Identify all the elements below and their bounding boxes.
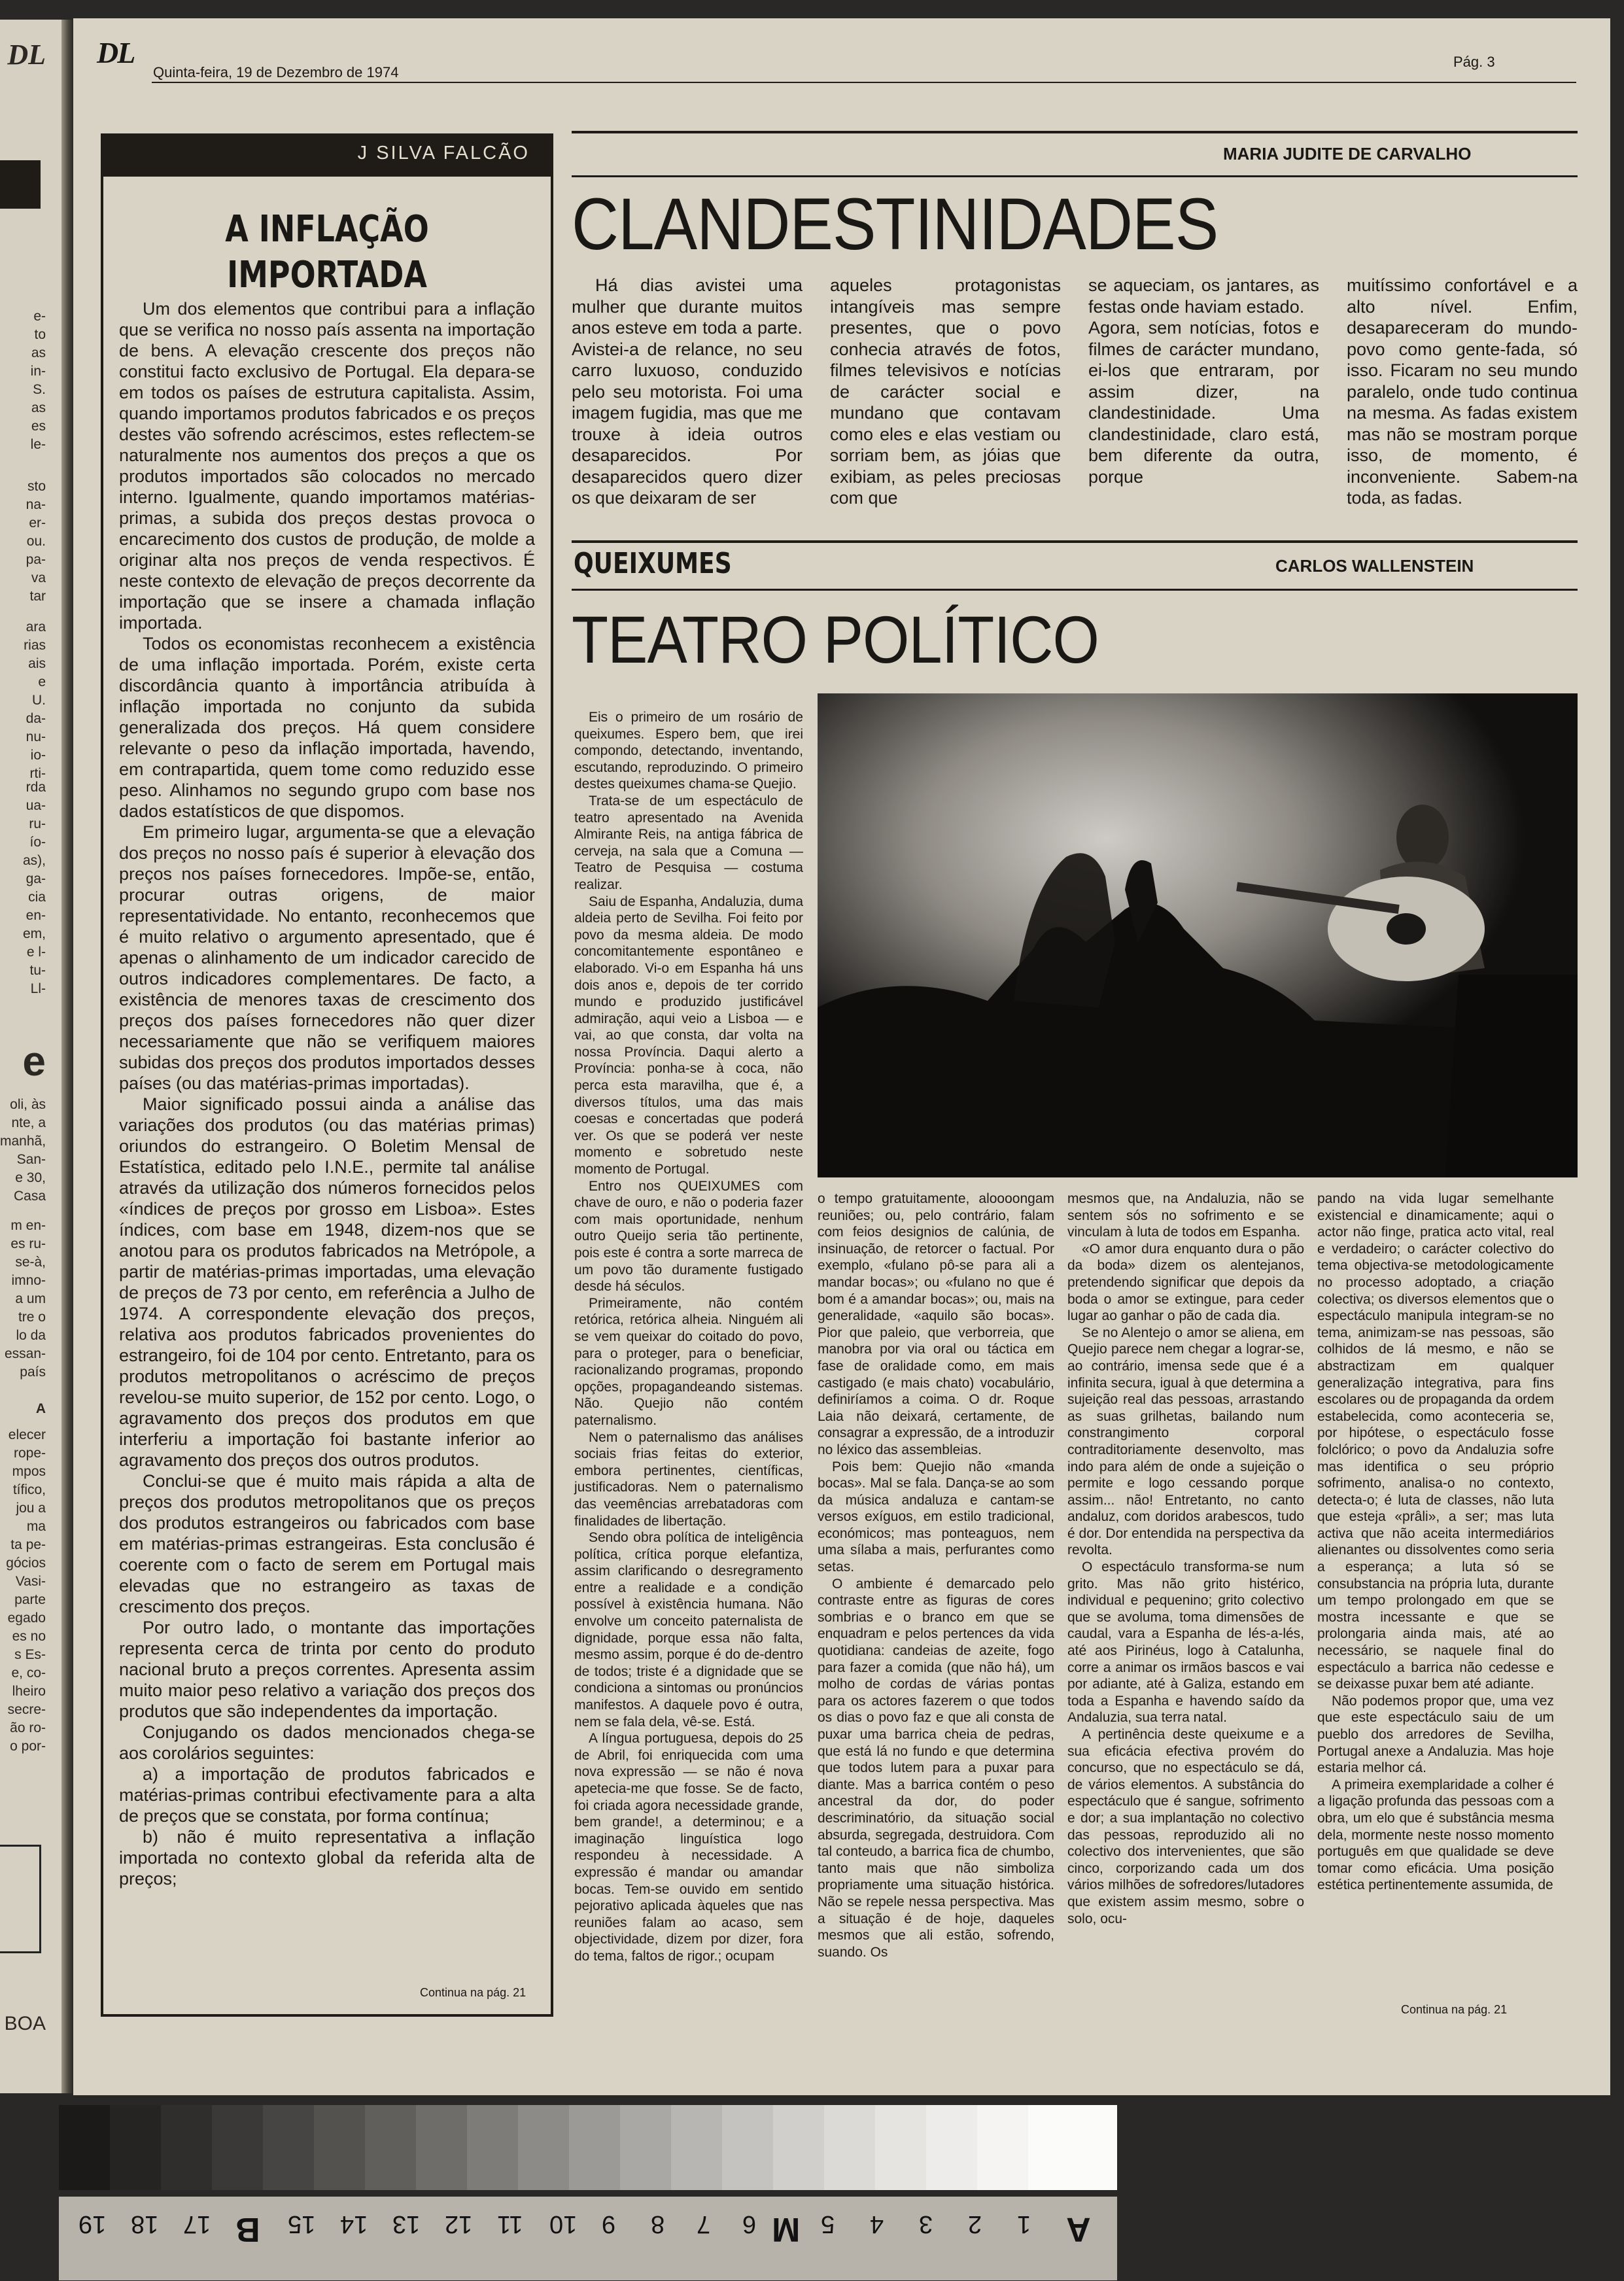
prev-page-logo: DL: [7, 39, 46, 71]
paragraph: o tempo gratuitamente, aloooongam reuniões; ou, pelo contrário, falam com feios designios de calúnia, de insinuação, de retorcer o factual. Por exemplo, «fulano pô-se para ali a mandar bocas»; ou «fulano no que é bom é a amandar bocas»; ou, mais na generalidade, «aquilo são bocas». Pior que paleio, que verborreia, que manobra por via oral ou táctica em fase de oralidade como, em mais castigado (e mais chato) vocabulário, definiríamos a coima. O dr. Roque Laia não deixará, certamente, de consagrar a expressão, de a introduzir no léxico das assembleias.: [818, 1191, 1054, 1457]
paragraph: Primeiramente, não contém retórica, retórica alheia. Ninguém ali se vem queixar do coitado do povo, para o proteger, para o beneficiar, racionalizando programas, propondo opções, propagandeando sistemas. Não. Quejio não contém paternalismo.: [574, 1295, 803, 1428]
article-body: [119, 298, 535, 1889]
author-name: J SILVA FALCÃO: [357, 143, 530, 164]
masthead-logo: DL: [97, 36, 135, 69]
scale-label: 6: [742, 2210, 757, 2238]
scale-label: B: [235, 2210, 260, 2248]
article-columns: [572, 275, 1578, 509]
article-title: [141, 207, 512, 298]
text-column: aqueles protagonistas intangíveis mas sempre presentes, que o povo conhecia através de fotos, filmes televisivos e notícias de carácter social e mundano que contavam como eles e elas vestiam ou sorriam bem, as jóias que exibiam, as peles preciosas com que: [830, 275, 1061, 508]
paragraph: «O amor dura enquanto dura o pão da boda» dizem os alentejanos, pretendendo significar que depois da boda o amor se extingue, para ceder lugar ao ganhar o pão de cada dia.: [1067, 1241, 1304, 1324]
page-gutter: [61, 20, 73, 2093]
prev-page-fragment: elecer rope- mpos tífico, jou a ma ta pe- gócios Vasi- parte egado es no s Es- e, co- lheiro secre- ão ro- o por-: [6, 1427, 46, 1754]
newspaper-page: [73, 18, 1610, 2095]
section-rule: [572, 175, 1578, 177]
prev-page-big-letter: e: [22, 1037, 46, 1085]
title-line: IMPORTADA: [227, 254, 427, 296]
header-rule: [152, 82, 1576, 83]
paragraph: Um dos elementos que contribui para a inflação que se verifica no nosso país assenta na importação de bens. A elevação crescente dos preços não constitui facto exclusivo de Portugal. Ela depara-se em todos os países de estrutura capitalista. Assim, quando importamos produtos fabricados e os preços destes vão sofrendo acréscimos, estes reflectem-se naturalmente nos aumentos dos preços a que os produtos importados são colocados no mercado interno. Igualmente, quando importamos matérias-primas, a subida dos preços destas provoca o encarecimento dos custos de produção, de molde a originar alta nos preços de venda respectivos. É neste contexto de elevação de preços decorrente da importação que se insere a chamada inflação importada.: [119, 299, 535, 633]
prev-page-fragment: sto na- er- ou. pa- va tar: [26, 479, 46, 604]
paragraph: Maior significado possui ainda a análise das variações dos produtos (ou das matérias primas) oriundos do estrangeiro. O Boletim Mensal de Estatística, editado pelo I.N.E., permite tal análise através da utilização dos números fornecidos pelos «índices de preços por grosso em Lisboa». Estes índices, com base em 1948, dizem-nos que se anotou para os produtos fabricados na Metrópole, a partir de matérias-primas importadas, uma elevação de preços de 73 por cento, em referência a Julho de 1974. A correspondente elevação dos preços, relativa aos produtos fabricados provenientes do estrangeiro, foi de 104 por cento. Entretanto, para os produtos metropolitanos o acréscimo de preços revelou-se muito superior, de 152 por cento. Logo, o agravamento dos preços dos produtos em que interferiu a importação foi bastante inferior ao agravamento dos preços dos outros produtos.: [119, 1094, 535, 1470]
scale-label: 19: [78, 2210, 107, 2238]
title-line: A INFLAÇÃO: [225, 208, 429, 251]
paragraph: Não podemos propor que, uma vez que este espectáculo saiu de um pueblo dos arredores de Sevilha, Portugal anexe a Andaluzia. Mas hoje estaria melhor cá.: [1317, 1693, 1554, 1776]
scale-label: 12: [445, 2210, 473, 2238]
paragraph: b) não é muito representativa a inflação importada no contexto global da referida alta de preços;: [119, 1827, 535, 1889]
prev-page-fragment: e- to as in- S. as es le-: [30, 309, 46, 452]
prev-page-black-bar: [0, 160, 41, 209]
stage-photo: [818, 693, 1578, 1177]
scale-label: 9: [602, 2210, 616, 2238]
prev-page-box: [0, 1845, 41, 1953]
scale-label: A: [1066, 2210, 1091, 2248]
photo-image: [818, 693, 1578, 1177]
continues-note: Continua na pág. 21: [420, 1986, 527, 1999]
text-column: se aqueciam, os jantares, as festas onde haviam estado. Agora, sem notícias, fotos e filmes de carácter mundano, ei-los que entraram, por assim dizer, na clandestinidade. Uma clandestinidade, claro está, bem diferente da outra, porque: [1088, 275, 1319, 487]
section-rule: [572, 589, 1578, 591]
gray-patch: [875, 2105, 926, 2190]
paragraph: Sendo obra política de inteligência política, crítica porque elefantiza, assim clarificando o desregramento entre a realidade e a condição possível à existência humana. Não envolve um conceito paternalista de dignidade, porque essa não falta, mesmo assim, porque é do de-dentro de todos; triste é a dignidade que se condiciona a sintomas ou pronúncios manifestos. A daquele povo é outra, nem se fala dela, vê-se. Está.: [574, 1530, 803, 1730]
scale-label: M: [772, 2210, 801, 2248]
gray-patch: [212, 2105, 263, 2190]
scale-label: 11: [497, 2210, 523, 2238]
gray-patch: [824, 2105, 875, 2190]
section-label: QUEIXUMES: [574, 547, 732, 580]
article-title: CLANDESTINIDADES: [572, 183, 1218, 265]
paragraph: Pois bem: Quejio não «manda bocas». Mal se fala. Dança-se ao som da música andaluza e cantam-se versos exíguos, em estilo tradicional, económicos; mas ponteaguos, nem uma sílaba a mais, perfurantes como setas.: [818, 1459, 1054, 1575]
gray-patch: [467, 2105, 518, 2190]
paragraph: Trata-se de um espectáculo de teatro apresentado na Avenida Almirante Reis, na antiga fábrica de cerveja, na sala que a Comuna — Teatro de Pesquisa — costuma realizar.: [574, 793, 803, 892]
text-column: [1317, 1191, 1554, 1894]
paragraph: Conclui-se que é muito mais rápida a alta de preços dos produtos metropolitanos que os preços dos produtos estrangeiros ou fabricados com base em matérias-primas estrangeiras. Esta conclusão é coerente com o facto de serem em Portugal mais elevadas que no estrangeiro as taxas de crescimento dos preços.: [119, 1471, 535, 1616]
text-column: [1067, 1191, 1304, 1927]
paragraph: pando na vida lugar semelhante existencial e dinamicamente; aqui o actor não finge, pratica acto vital, real e verdadeiro; o carácter colectivo do tema objectiva-se metodologicamente no processo adoptado, a criação colectiva; os diversos elementos que o espectáculo manipula integram-se no tema, animizam-se nas pessoas, são colhidos de lá mesmo, e não se abstractizam em qualquer generalização integrativa, para fins escolares ou de propaganda da ordem estabelecida, como aconteceria se, por hipótese, o espectáculo fosse folclórico; o povo da Andaluzia sofre mas identifica o seu próprio sofrimento, analisa-o no contexto, detecta-o; é luta de classes, não luta que esteja «prâli», a ser; mas luta activa que não aceita intermediários alienantes ou dissolventes como seria a esperança; a luta só se consubstancia na própria luta, durante um tempo prolongado em que se mostra incessante e que se prolongaria ainda mais, até ao necessário, se naquele final do espectáculo a barrica não cedesse e se deixasse puxar bem até adiante.: [1317, 1191, 1554, 1692]
gray-patch: [620, 2105, 671, 2190]
scale-label: 17: [183, 2210, 211, 2238]
paragraph: Saiu de Espanha, Andaluzia, duma aldeia perto de Sevilha. Foi feito por povo da mesma aldeia. De modo concomitantemente espontâneo e elaborado. Vi-o em Espanha há uns dois anos e, depois de ter corrido mundo e produzido justificável admiração, aqui veio a Lisboa — e vai, ao que consta, dar volta na nossa Província. Daqui alerto a Província: ponha-se à coca, não perca esta maravilha, que é, a diversos títulos, uma das mais coesas e concertadas que poderá ver. Os que se poderá ver neste momento e sobretudo neste momento de Portugal.: [574, 894, 803, 1177]
paragraph: A língua portuguesa, depois do 25 de Abril, foi enriquecida com uma nova expressão — se não é nova apetecia-me que fosse. Se de facto, foi criada agora necessidade grande, bem grande!, a determinou; e a imaginação linguística logo respondeu à necessidade. A expressão é mandar ou amandar bocas. Tem-se ouvido em sentido pejorativo aplicada àqueles que nas reuniões falam ao acaso, sem objectividade, dizem por dizer, fora do tema, faltos de rigor.; ocupam: [574, 1731, 803, 1964]
gray-patch: [569, 2105, 620, 2190]
scale-label: 10: [549, 2210, 578, 2238]
paragraph: Conjugando os dados mencionados chega-se aos corolários seguintes:: [119, 1722, 535, 1763]
scale-label: 14: [340, 2210, 368, 2238]
scale-label: 18: [131, 2210, 159, 2238]
paragraph: Todos os economistas reconhecem a existência de uma inflação importada. Porém, existe certa discordância quanto à importância atribuída à inflação importada no conjunto da subida generalizada dos preços. Há quem considere relevante o peso da inflação importada, havendo, em contrapartida, quem tome como reduzido esse peso. Alinhamos no segundo grupo com base nos dados estatísticos de que dispomos.: [119, 634, 535, 821]
scale-label: 4: [870, 2210, 884, 2238]
prev-page-fragment: ara rias ais e U. da- nu- io- rti-: [24, 619, 46, 781]
paragraph: Entro nos QUEIXUMES com chave de ouro, e não o poderia fazer com mais oportunidade, nenhum outro Queijo seria tão pertinente, pois este é contra a sorte marreca de um povo tão duramente fustigado desde há séculos.: [574, 1178, 803, 1295]
gray-patch: [518, 2105, 569, 2190]
paragraph: mesmos que, na Andaluzia, não se sentem sós no sofrimento e se vinculam à luta de todos em Espanha.: [1067, 1191, 1304, 1240]
paragraph: A primeira exemplaridade a colher é a ligação profunda das pessoas com a obra, um elo que é substância mesma dela, mormente neste nosso momento português em que qualidade se deve tomar como eficácia. Uma posição estética pertinentemente assumida, de: [1317, 1777, 1554, 1893]
scale-label: 15: [288, 2210, 316, 2238]
text-column: [574, 709, 803, 1965]
paragraph: O ambiente é demarcado pelo contraste entre as figuras de cores sombrias e o branco em que se enquadram e pelos pertences da vida quotidiana: candeias de azeite, fogo para fazer a comida (que não há), um molho de cordas de várias pontas para os actores fazerem o que todos os dias o povo faz e que ali consta de puxar uma barrica cheia de pedras, que está lá no fundo e que determina que todos lutem para a puxar para diante. Mas a barrica contém o peso ancestral da dor, do poder descriminatório, da situação social absurda, segregada, destruidora. Com tal conteudo, a barrica fica de chumbo, tanto mais que não simboliza propriamente uma situação histórica. Não se repele nessa perspectiva. Mas a situação é de hoje, daqueles mesmos que ali estão, sofrendo, suando. Os: [818, 1576, 1054, 1960]
color-calibration-strip: [59, 2105, 1117, 2280]
page-number: Pág. 3: [1453, 54, 1495, 70]
gray-patch: [722, 2105, 773, 2190]
section-rule: [572, 540, 1578, 543]
gray-patch: [314, 2105, 365, 2190]
gray-patch: [671, 2105, 722, 2190]
scale-label: 8: [651, 2210, 665, 2238]
prev-page-bottom: BOA: [4, 2013, 46, 2034]
gray-patch: [416, 2105, 467, 2190]
text-column: muitíssimo confortável e a alto nível. Enfim, desapareceram do mundo-povo como gente-fada, só isso. Ficaram no seu mundo paralelo, onde tudo continua na mesma. As fadas existem mas não se mostram porque isso, de momento, é inconveniente. Sabem-na toda, as fadas.: [1347, 275, 1578, 508]
scale-label: 3: [919, 2210, 933, 2238]
continues-note: Continua na pág. 21: [1401, 2003, 1508, 2016]
scale-label: 2: [968, 2210, 982, 2238]
section-rule: [572, 131, 1578, 133]
scale-label: 13: [392, 2210, 421, 2238]
author-banner: [101, 133, 553, 177]
scale-label: 7: [697, 2210, 711, 2238]
gray-patch: [1028, 2105, 1117, 2190]
prev-page-fragment: oli, às nte, a manhã, San- e 30, Casa: [0, 1097, 46, 1204]
author-name: CARLOS WALLENSTEIN: [1275, 556, 1474, 576]
paragraph: Se no Alentejo o amor se aliena, em Quejio parece nem chegar a lograr-se, ao contrário, imensa sede que é a infinita secura, igual à que determina a sujeição real das pessoas, arrastando as suas grilhetas, bailando num constrangimento corporal contraditoriamente desenvolto, mas indo para além de onde a sujeição o permite e logo cessando porque assim... não! Entretanto, no canto andaluz, com doridos arabescos, tudo é dor. Dor entendida na perspectiva da revolta.: [1067, 1325, 1304, 1558]
prev-page-fragment: rda ua- ru- ío- as), ga- cia en- em, e l- tu- Ll-: [22, 780, 46, 996]
article-title: TEATRO POLÍTICO: [572, 602, 1099, 677]
text-column: [818, 1191, 1054, 1960]
paragraph: A pertinência deste queixume e a sua eficácia efectiva provém do concurso, que no espectáculo se dá, de vários elementos. A substância do espectáculo que é sangue, sofrimento e dor; a sua implantação no colectivo das pessoas, reproduzido ali no colectivo dos intervenientes, que são cinco, corporizando cada um dos vários milhões de sofredores/lutadores que existem assim mesmo, sobre o solo, ocu-: [1067, 1727, 1304, 1926]
gray-patch: [977, 2105, 1028, 2190]
paragraph: Por outro lado, o montante das importações representa cerca de trinta por cento do produto nacional bruto a preços correntes. Apresenta assim muito maior peso relativo a variação dos preços dos produtos que são independentes da importação.: [119, 1618, 535, 1721]
gray-patch: [773, 2105, 824, 2190]
prev-page-fragment: m en- es ru- se-à, imno- a um tre o lo da essan- país: [4, 1218, 46, 1380]
gray-patch: [161, 2105, 212, 2190]
gray-patch: [263, 2105, 314, 2190]
paragraph: O espectáculo transforma-se num grito. Mas não grito histérico, individual e pequenino; grito colectivo que se avoluma, toma dimensões de caudal, vara a Espanha de lés-a-lés, até aos Pirinéus, logo à Catalunha, corre a animar os irmãos bascos e vai por adiante, até à Galiza, estando em toda a Espanha e havendo saído da Andaluzia, sua terra natal.: [1067, 1559, 1304, 1726]
gray-patch: [110, 2105, 161, 2190]
scale-label: 1: [1017, 2210, 1031, 2238]
text-column: Há dias avistei uma mulher que durante muitos anos esteve em toda a parte. Avistei-a de relance, no seu carro luxuoso, conduzido pelo seu motorista. Foi uma imagem fugidia, mas que me trouxe à ideia outros desaparecidos. Por desaparecidos quero dizer os que deixaram de ser: [572, 275, 803, 508]
author-name: MARIA JUDITE DE CARVALHO: [1223, 144, 1472, 164]
paragraph: Eis o primeiro de um rosário de queixumes. Espero bem, que irei compondo, detectando, inventando, escutando, reproduzindo. O primeiro destes queixumes chama-se Quejio.: [574, 710, 803, 792]
gray-patch: [365, 2105, 416, 2190]
gray-patch: [59, 2105, 110, 2190]
paragraph: Em primeiro lugar, argumenta-se que a elevação dos preços no nosso país é superior à elevação dos preços nos países fornecedores. Impõe-se, então, procurar outras origens, de maior representatividade. No entanto, reconhecemos que é muito relativo o argumento apresentado, que é apenas o alinhamento de um indicador carecido de outros indicadores complementares. De facto, a existência de menores taxas de crescimento dos preços dos países fornecedores não quer dizer necessariamente que não se verifiquem maiores subidas dos preços dos produtos importados desses países (ou das matérias-primas importadas).: [119, 822, 535, 1093]
paragraph: Nem o paternalismo das análises sociais frias feitas do exterior, embora pertinentes, científicas, justificadoras. Nem o paternalismo das veemências arrebatadoras com finalidades de libertação.: [574, 1429, 803, 1529]
scale-label: 5: [821, 2210, 835, 2238]
prev-page-fragment: A: [35, 1401, 46, 1416]
paragraph: a) a importação de produtos fabricados e matérias-primas contribui efectivamente para a alta de preços que se constata, por forma contínua;: [119, 1764, 535, 1826]
gray-patch: [926, 2105, 977, 2190]
header-date: Quinta-feira, 19 de Dezembro de 1974: [153, 64, 399, 80]
calibration-scale: [59, 2197, 1117, 2280]
